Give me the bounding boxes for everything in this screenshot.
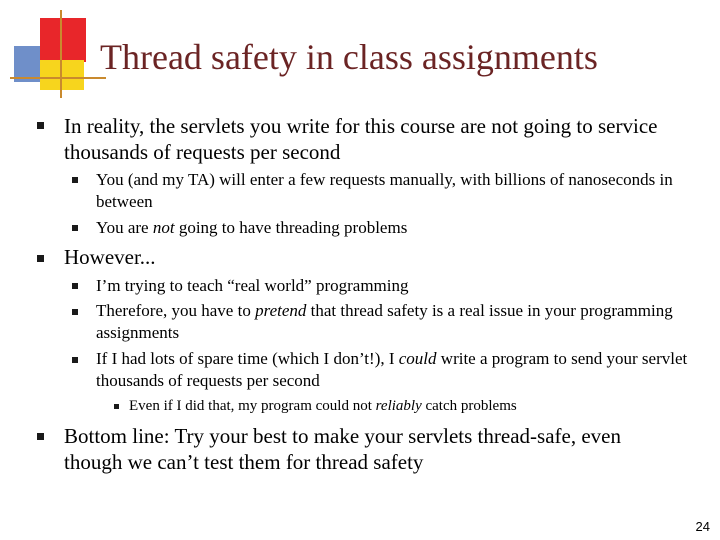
- bullet-2-text: However...: [64, 245, 156, 269]
- text-run: that thread safety is a real issue in your programming assignments: [96, 301, 673, 342]
- bullet-2-sub-2: [96, 300, 686, 344]
- sub-sub-bullet-marker: [114, 404, 119, 409]
- text-run: going to have threading problems: [174, 218, 408, 237]
- page-number: 24: [695, 519, 710, 534]
- bullet-1-text: In reality, the servlets you write for this course are not going to service thousands of requests per second: [64, 114, 658, 164]
- slide-logo-decoration: [0, 0, 110, 100]
- bullet-2-sub-3-detail: [129, 396, 689, 416]
- emphasis-text: could: [398, 349, 437, 368]
- sub-bullet-marker: [72, 283, 78, 289]
- bullet-marker: [37, 433, 44, 440]
- emphasis-text: pretend: [255, 301, 307, 320]
- text-run: Therefore, you have to: [96, 301, 256, 320]
- bullet-marker: [37, 255, 44, 262]
- logo-red-square: [40, 18, 86, 62]
- bullet-2-sub-3: [96, 348, 696, 392]
- sub-bullet-marker: [72, 177, 78, 183]
- bullet-1-sub-1: You (and my TA) will enter a few requests manually, with billions of nanoseconds in between: [96, 170, 673, 211]
- emphasis-text: not: [152, 218, 175, 237]
- text-run: write a program to send your servlet thousands of requests per second: [96, 349, 688, 390]
- sub-bullet-marker: [72, 357, 78, 363]
- text-run: You are: [96, 218, 153, 237]
- sub-bullet-marker: [72, 225, 78, 231]
- bullet-1-sub-2: [96, 217, 676, 239]
- text-run: Even if I did that, my program could not: [129, 398, 376, 414]
- bullet-marker: [37, 122, 44, 129]
- text-run: catch problems: [421, 398, 517, 414]
- sub-bullet-marker: [72, 309, 78, 315]
- emphasis-text: reliably: [375, 398, 422, 414]
- slide-title: Thread safety in class assignments: [100, 37, 598, 77]
- bullet-3-text: Bottom line: Try your best to make your servlets thread-safe, even though we can’t test them for thread safety: [64, 424, 621, 474]
- text-run: If I had lots of spare time (which I don’t!), I: [96, 349, 399, 368]
- bullet-2-sub-1: I’m trying to teach “real world” programming: [96, 276, 409, 295]
